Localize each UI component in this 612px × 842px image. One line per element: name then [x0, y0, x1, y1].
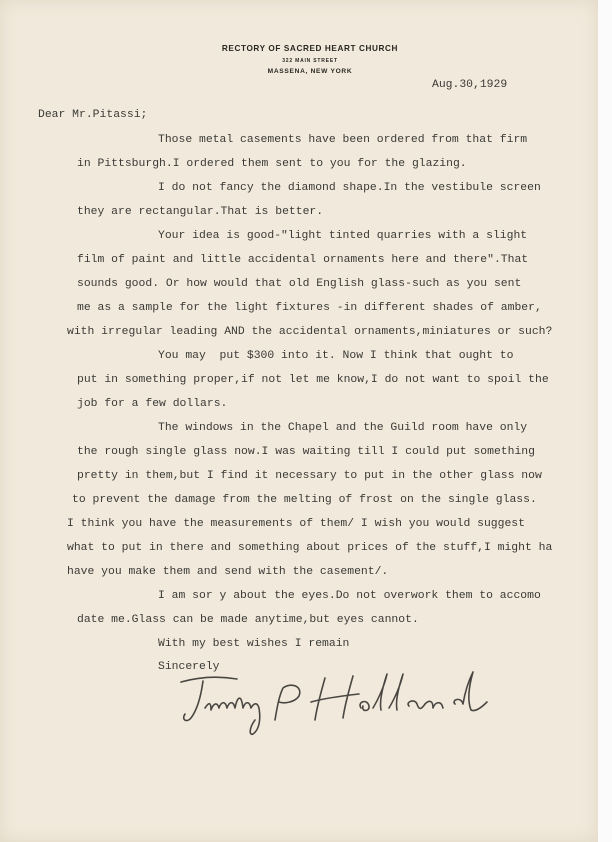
- scan-margin: [598, 0, 612, 842]
- body-line-1: Those metal casements have been ordered from that firm: [158, 134, 528, 146]
- salutation: Dear Mr.Pitassi;: [38, 109, 148, 121]
- body-line-16: to prevent the damage from the melting of frost on the single glass.: [72, 494, 537, 506]
- letterhead-street: 322 MAIN STREET: [282, 58, 338, 64]
- body-line-17: I think you have the measurements of them/ I wish you would suggest: [67, 518, 525, 530]
- body-line-13: The windows in the Chapel and the Guild room have only: [158, 422, 528, 434]
- body-line-4: they are rectangular.That is better.: [77, 206, 324, 218]
- closing: Sincerely: [158, 661, 220, 673]
- body-line-10: You may put $300 into it. Now I think that ought to: [158, 350, 514, 362]
- letterhead-church-name: RECTORY OF SACRED HEART CHURCH: [221, 44, 399, 53]
- body-line-18: what to put in there and something about prices of the stuff,I might ha: [67, 542, 553, 554]
- body-line-14: the rough single glass now.I was waiting till I could put something: [77, 446, 535, 458]
- body-line-15: pretty in them,but I find it necessary to put in the other glass now: [77, 470, 542, 482]
- letter-date: Aug.30,1929: [432, 79, 508, 91]
- body-line-6: film of paint and little accidental ornaments here and there".That: [77, 254, 529, 266]
- body-line-20: I am sor y about the eyes.Do not overwork them to accomo: [158, 590, 541, 602]
- body-line-19: have you make them and send with the casement/.: [67, 566, 389, 578]
- letterhead-city: MASSENA, NEW YORK: [267, 68, 353, 75]
- body-line-5: Your idea is good-"light tinted quarries with a slight: [158, 230, 528, 242]
- body-line-22: With my best wishes I remain: [158, 638, 350, 650]
- body-line-9: with irregular leading AND the accidental ornaments,miniatures or such?: [67, 326, 553, 338]
- body-line-7: sounds good. Or how would that old English glass-such as you sent: [77, 278, 522, 290]
- body-line-12: job for a few dollars.: [77, 398, 228, 410]
- body-line-2: in Pittsburgh.I ordered them sent to you for the glazing.: [77, 158, 467, 170]
- body-line-3: I do not fancy the diamond shape.In the vestibule screen: [158, 182, 541, 194]
- body-line-11: put in something proper,if not let me know,I do not want to spoil the: [77, 374, 549, 386]
- body-line-8: me as a sample for the light fixtures -in different shades of amber,: [77, 302, 542, 314]
- body-line-21: date me.Glass can be made anytime,but eyes cannot.: [77, 614, 419, 626]
- letterhead: [150, 44, 470, 75]
- handwritten-signature: [175, 668, 495, 748]
